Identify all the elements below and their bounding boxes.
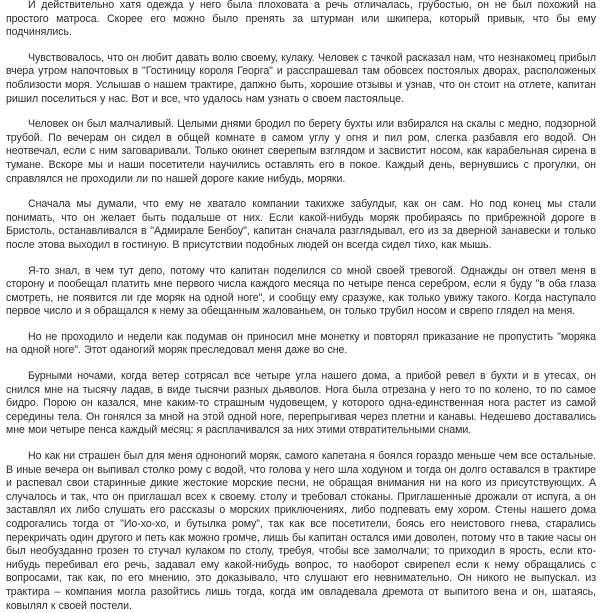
- paragraph-gap: [6, 40, 596, 52]
- paragraph-gap: [6, 106, 596, 118]
- paragraph-gap: [6, 319, 596, 331]
- paragraph-2: Чувствовалось, что он любит давать волю своему, кулаку. Человек с тачкой расказал нам, что незнакомец прибыл вчера утром напочтовых в "Гостиницу короля Георга" и расспрашевал там обовсех постоялых дворах, расположеных поблизости моря. Услышав о нашем трактире, дапжно быть, хорошие отзывы и узнав, что он стоит на отлете, капитан ришил поселиться у нас. Вот и все, что удалось нам узнать о своем пастояльце.: [6, 51, 596, 105]
- paragraph-7: Бурными ночами, когда ветер сотрясал все четыре угла нашего дома, а прибой ревел в бухти и в утесах, он снился мне на тысячу ладав, в виде тысячи разных дьяволов. Нога была отрезана у него то по колено, то по самое бидро. Порою он казался, мне каким-то страшным чудовещем, у которого одна-единственная нога растет из самой середины тела. Он гонялся за мной на этой одной ноге, перепрыгивая через плетни и канавы. Недешево доставались мне мои четыре пенса каждый месяц: я расплачивался за них этими отвратительными снами.: [6, 370, 596, 437]
- paragraph-gap: [6, 358, 596, 370]
- paragraph-1: И действительно хатя одежда у него была плоховата а речь отличалась, грубостью, он не был похожий на простого матроса. Скорее его можно было пренять за штурман или шкипера, который привык, что бы ему подчинялись.: [6, 0, 596, 39]
- paragraph-3: Человек он был малчаливый. Целыми днями бродил по берегу бухты или взбирался на скалы с медно, подзорной трубой. По вечерам он сидел в общей комнате в самом углу у огня и пил ром, слегка разбавля его водой. Он неотвечал, если с ним заговаривали. Только окинет сверепым взглядом и засвистит носом, как карабельная сирена в тумане. Вскоре мы и наши посетители научились оставлять его в покое. Каждый день, вернувшись с прогулки, он справлялся не проходили ли по нашей дороге какие нибудь, моряки.: [6, 118, 596, 185]
- paragraph-gap: [6, 253, 596, 265]
- paragraph-4: Сначала мы думали, что ему не хватало компании такихже забулдыг, как он сам. Но под конец мы стали понимать, что он желает быть подальше от них. Если какой-нибудь моряк пробираясь по прибрежной дороге в Бристоль, останавливался в "Адмирале Бенбоу", капитан сначала разглядывал, его из за дверной занавески и только после этова выходил в гостиную. В присутствии подобных людей он всегда сидел тихо, как мышь.: [6, 198, 596, 251]
- paragraph-6: Но не проходило и недели как подумав он приносил мне монетку и повторял приказание не пропустить "моряка на одной ноге". Этот оданогий моряк преследовал меня даже во сне.: [6, 330, 596, 357]
- paragraph-gap: [6, 186, 596, 198]
- paragraph-5: Я-то знал, в чем тут депо, потому что капитан поделился со мной своей тревогой. Однажды он отвел меня в сторону и пообещал платить мне первого числа каждого месяца по четыре пенса серебром, если я буду "в оба глаза смотреть, не появится ли где моряк на одной ноге", и сообщу ему сразуже, как только увижу такого. Когда наступало первое число и я обращался к нему за обещанным жалованьем, он только трубил носом и сврепо глядел на меня.: [6, 264, 596, 318]
- paragraph-8: Но как ни страшен был для меня одноногий моряк, самого капетана я боялся гораздо меньше чем все остальные. В иные вечера он выпивал столко рому с водой, что голова у него шла ходуном и тогда он долго оставался в трактире и распевал свои старинные дикие жестокие морские песни, не обращая внимания ни на кого из присутствующих. А случалось и так, что он приглашал всех к своему. столу и требовал стоканы. Приглашенные дрожали от испуга, а он заставлял их либо слушать его рассказы о морских приключениях, либо подпевать ему хором. Стены нашего дома содрогались тогда от "Ио-хо-хо, и бутылка рому", так как все посетители, боясь его неистового гнева, старались перекричать один другого и петь как можно громче, лишь бы капитан остался ими доволен, потому что в такие часы он был необузданно грозен то стучал кулаком по столу, требуя, чтобы все замолчали; то приходил в ярость, если кто-нибудь перебивал его речь, задавал ему какой-нибудь вопрос, то наоборот свирепел если к нему обращались с вопросами, так как, по его мнению, это доказывало, что слушают его невнимательно. Он никого не выпускал. из трактира – компания могла разойтись лишь тогда, когда им овладевала дремота от выпитого вена и он, шатаясь, ковылял к своей постели.: [6, 450, 596, 612]
- paragraph-gap: [6, 438, 596, 450]
